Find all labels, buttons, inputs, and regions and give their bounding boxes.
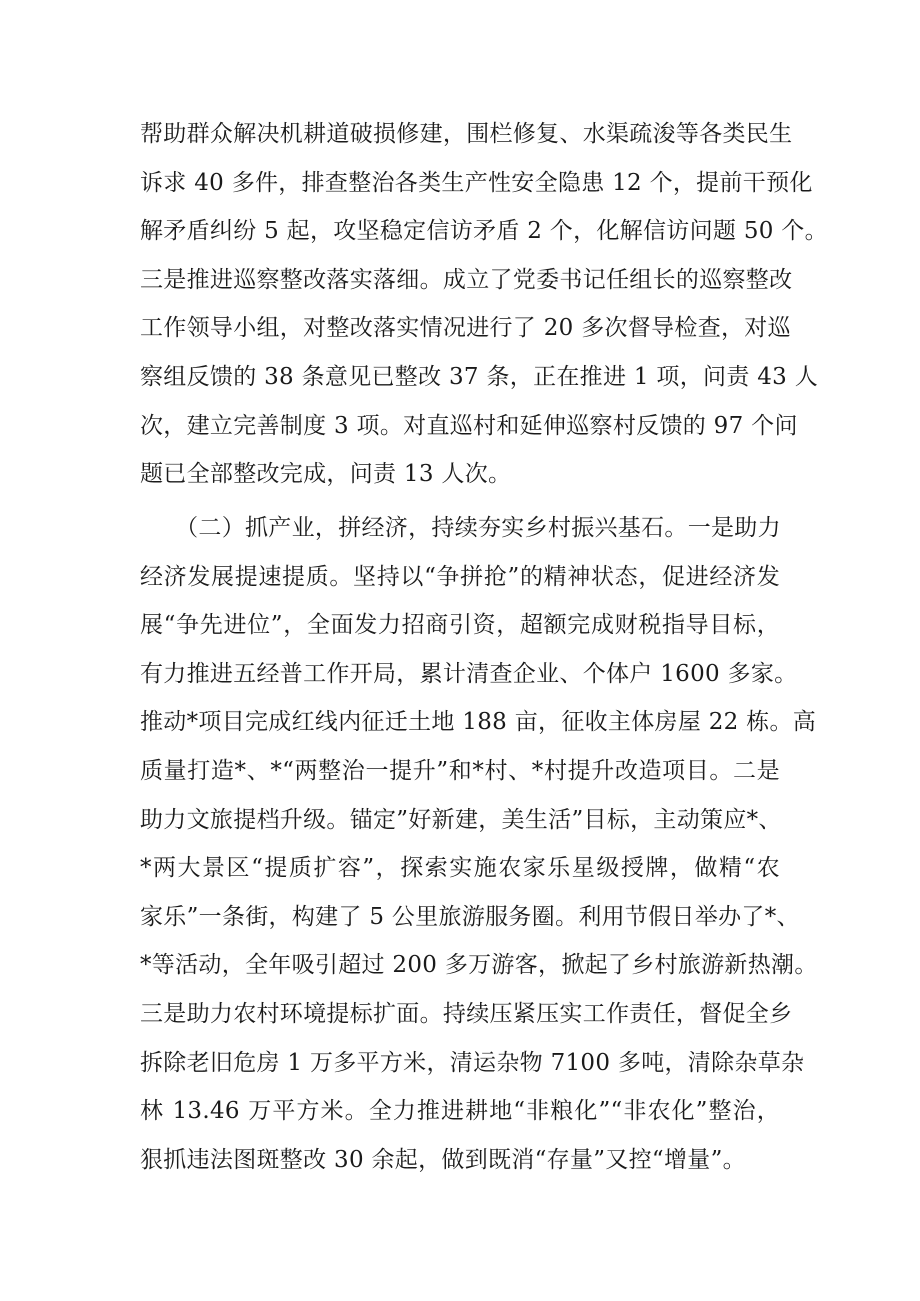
- text-line: 经济发展提速提质。坚持以“争拼抢”的精神状态，促进经济发: [140, 563, 780, 590]
- section-heading-line: （二）抓产业，拼经济，持续夯实乡村振兴基石。一是助力: [140, 515, 781, 541]
- text-line: 题已全部整改完成，问责 13 人次。: [140, 461, 512, 488]
- text-line: 次，建立完善制度 3 项。对直巡村和延伸巡察村反馈的 97 个问: [140, 412, 798, 439]
- text-line: 察组反馈的 38 条意见已整改 37 条，正在推进 1 项，问责 43 人: [140, 363, 819, 390]
- text-line: 推动*项目完成红线内征迁土地 188 亩，征收主体房屋 22 栋。高: [140, 709, 817, 736]
- text-line: *两大景区“提质扩容”，探索实施农家乐星级授牌，做精“农: [140, 855, 780, 882]
- text-line: 工作领导小组，对整改落实情况进行了 20 多次督导检查，对巡: [140, 315, 791, 342]
- text-line: 拆除老旧危房 1 万多平方米，清运杂物 7100 多吨，清除杂草杂: [140, 1049, 805, 1076]
- paragraph-industry-economy: [140, 504, 818, 1184]
- text-line: *等活动，全年吸引超过 200 多万游客，掀起了乡村旅游新热潮。: [140, 952, 818, 979]
- text-line: 狠抓违法图斑整改 30 余起，做到既消“存量”又控“增量”。: [140, 1146, 746, 1173]
- paragraph-inspection-rectification: [140, 110, 828, 499]
- text-line: 帮助群众解决机耕道破损修建，围栏修复、水渠疏浚等各类民生: [140, 121, 793, 147]
- text-line: 助力文旅提档升级。锚定”好新建，美生活”目标，主动策应*、: [140, 806, 782, 833]
- text-line: 质量打造*、*“两整治一提升”和*村、*村提升改造项目。二是: [140, 757, 780, 784]
- text-line: 有力推进五经普工作开局，累计清查企业、个体户 1600 多家。: [140, 660, 798, 687]
- text-line: 家乐”一条街，构建了 5 公里旅游服务圈。利用节假日举办了*、: [140, 903, 800, 930]
- text-line: 解矛盾纠纷 5 起，攻坚稳定信访矛盾 2 个，化解信访问题 50 个。: [140, 218, 828, 245]
- text-line: 三是推进巡察整改落实落细。成立了党委书记任组长的巡察整改: [140, 266, 793, 293]
- text-line: 展“争先进位”，全面发力招商引资，超额完成财税指导目标，: [140, 612, 780, 639]
- text-line: 林 13.46 万平方米。全力推进耕地“非粮化”“非农化”整治，: [140, 1098, 780, 1125]
- text-line: 三是助力农村环境提标扩面。持续压紧压实工作责任，督促全乡: [140, 1000, 793, 1027]
- text-line: 诉求 40 多件，排查整治各类生产性安全隐患 12 个，提前干预化: [140, 169, 813, 196]
